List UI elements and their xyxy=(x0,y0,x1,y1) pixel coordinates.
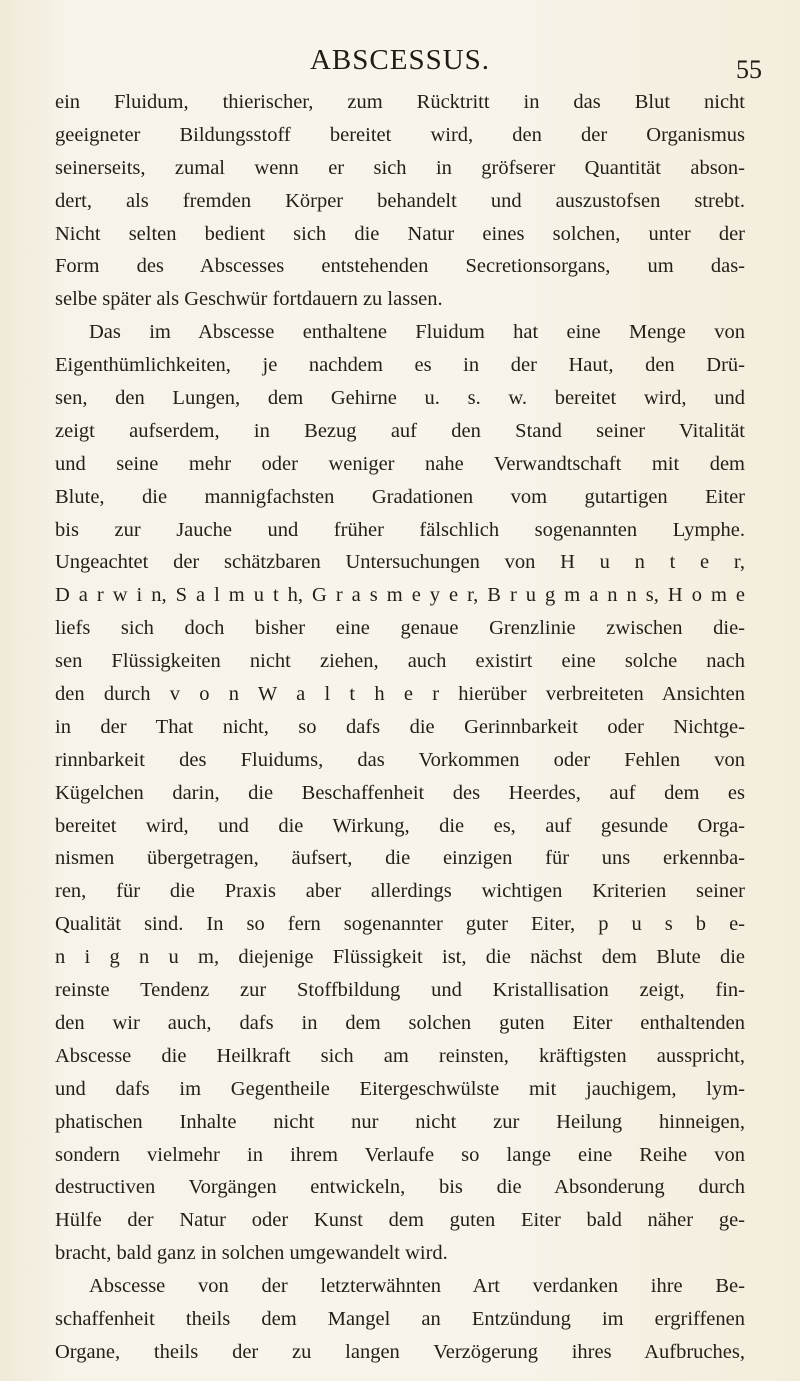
text-line: Kügelchen darin, die Beschaffenheit des Heerdes, auf dem es xyxy=(55,781,745,804)
text-line: selbe später als Geschwür fortdauern zu lassen. xyxy=(55,288,443,311)
text-line: bereitet wird, und die Wirkung, die es, auf gesunde Orga- xyxy=(55,814,745,837)
text-line: Qualität sind. In so fern sogenannter guter Eiter, p u s b e- xyxy=(55,913,745,936)
text-line: Organe, theils der zu langen Verzögerung ihres Aufbruches, xyxy=(55,1340,745,1363)
running-title: ABSCESSUS. xyxy=(309,44,491,76)
text-line: liefs sich doch bisher eine genaue Grenzlinie zwischen die- xyxy=(55,617,745,640)
text-line: sen, den Lungen, dem Gehirne u. s. w. bereitet wird, und xyxy=(55,387,745,410)
text-line: Eigenthümlichkeiten, je nachdem es in der Haut, den Drü- xyxy=(55,354,745,377)
text-line: zeigt aufserdem, in Bezug auf den Stand seiner Vitalität xyxy=(55,419,745,442)
text-line: reinste Tendenz zur Stoffbildung und Kristallisation zeigt, fin- xyxy=(55,979,745,1002)
text-line: Hülfe der Natur oder Kunst dem guten Eiter bald näher ge- xyxy=(55,1209,745,1232)
text-line: und seine mehr oder weniger nahe Verwandtschaft mit dem xyxy=(55,452,745,475)
text-line: nismen übergetragen, äufsert, die einzigen für uns erkennba- xyxy=(55,847,745,870)
body-text xyxy=(55,86,745,1369)
text-line: den wir auch, dafs in dem solchen guten Eiter enthaltenden xyxy=(55,1011,745,1034)
text-line: dert, als fremden Körper behandelt und auszustofsen strebt. xyxy=(55,189,745,212)
text-line: bis zur Jauche und früher fälschlich sogenannten Lymphe. xyxy=(55,518,745,541)
text-line: geeigneter Bildungsstoff bereitet wird, den der Organismus xyxy=(55,123,745,146)
text-line: Ungeachtet der schätzbaren Untersuchungen von H u n t e r, xyxy=(55,551,745,574)
page-number: 55 xyxy=(736,55,762,84)
text-line: ein Fluidum, thierischer, zum Rücktritt in das Blut nicht xyxy=(55,91,745,113)
text-line: phatischen Inhalte nicht nur nicht zur Heilung hinneigen, xyxy=(55,1110,745,1133)
text-line: seinerseits, zumal wenn er sich in gröfserer Quantität abson- xyxy=(55,156,745,179)
text-line: den durch v o n W a l t h e r hierüber verbreiteten Ansichten xyxy=(55,683,745,706)
text-line: ren, für die Praxis aber allerdings wichtigen Kriterien seiner xyxy=(55,880,745,903)
text-line: rinnbarkeit des Fluidums, das Vorkommen oder Fehlen von xyxy=(55,748,745,771)
text-line: Das im Abscesse enthaltene Fluidum hat eine Menge von xyxy=(89,321,745,344)
text-line: schaffenheit theils dem Mangel an Entzündung im ergriffenen xyxy=(55,1307,745,1330)
text-line: Abscesse die Heilkraft sich am reinsten, kräftigsten ausspricht, xyxy=(55,1044,745,1067)
text-line: sen Flüssigkeiten nicht ziehen, auch existirt eine solche nach xyxy=(55,650,745,673)
text-line: sondern vielmehr in ihrem Verlaufe so lange eine Reihe von xyxy=(55,1143,745,1166)
text-line: destructiven Vorgängen entwickeln, bis die Absonderung durch xyxy=(55,1176,745,1199)
text-line: Abscesse von der letzterwähnten Art verdanken ihre Be- xyxy=(89,1275,745,1298)
text-line: Form des Abscesses entstehenden Secretionsorgans, um das- xyxy=(55,255,745,278)
text-line: D a r w i n, S a l m u t h, G r a s m e y e r, B r u g m a n n s, H o m e xyxy=(55,584,745,607)
text-line: in der That nicht, so dafs die Gerinnbarkeit oder Nichtge- xyxy=(55,715,745,738)
text-line: Blute, die mannigfachsten Gradationen vom gutartigen Eiter xyxy=(55,485,745,508)
text-line: und dafs im Gegentheile Eitergeschwülste mit jauchigem, lym- xyxy=(55,1077,745,1100)
text-line: n i g n u m, diejenige Flüssigkeit ist, die nächst dem Blute die xyxy=(55,946,745,969)
text-line: bracht, bald ganz in solchen umgewandelt wird. xyxy=(55,1242,448,1265)
text-line: Nicht selten bedient sich die Natur eines solchen, unter der xyxy=(55,222,745,245)
